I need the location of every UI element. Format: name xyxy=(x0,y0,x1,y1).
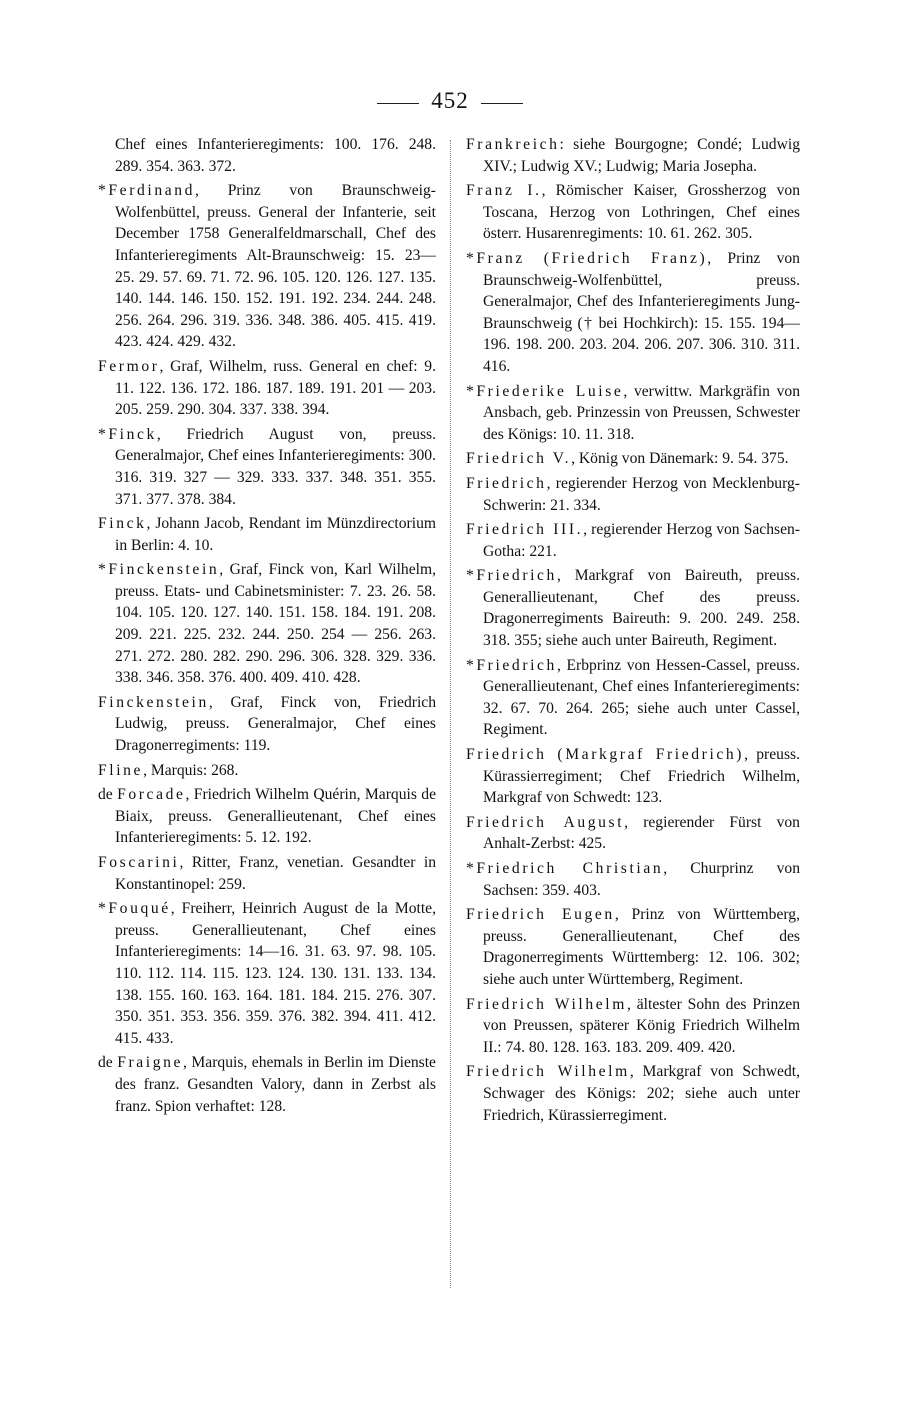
page-number: 452 xyxy=(431,88,469,113)
index-entry xyxy=(98,513,436,556)
entry-text: , preuss. Kürassierregiment; Chef Friedrich Wilhelm, Markgraf von Schwedt: 123. xyxy=(483,746,800,807)
entry-heading: *Finckenstein xyxy=(98,561,220,579)
entry-text: , Graf, Finck von, Karl Wilhelm, preuss. Etats- und Cabinetsminister: 7. 23. 26. 58. 104. 105. 120. 127. 140. 151. 158. 184. 191. 208. 209. 221. 225. 232. 244. 250. 254 — 256. 263. 271. 272. 280. 282. 290. 296. 306. 328. 329. 336. 338. 346. 358. 376. 400. 409. 410. 428. xyxy=(115,561,436,687)
entry-text: , Prinz von Braunschweig-Wolfenbüttel, preuss. General der Infanterie, seit December 1758 Generalfeldmarschall, Chef des Infanterieregiments Alt-Braunschweig: 15. 23—25. 29. 57. 69. 71. 72. 96. 105. 120. 126. 127. 135. 140. 144. 146. 150. 152. 191. 192. 234. 244. 248. 256. 264. 296. 319. 336. 348. 386. 405. 415. 419. 423. 424. 429. 432. xyxy=(115,182,436,351)
entry-heading: *Ferdinand xyxy=(98,182,196,200)
entry-heading: Forcade xyxy=(117,786,186,804)
entry-text: : siehe Bourgogne; Condé; Ludwig XIV.; Ludwig XV.; Ludwig; Maria Josepha. xyxy=(483,136,800,175)
entry-heading: Friedrich Wilhelm xyxy=(466,1063,630,1081)
entry-heading: Fermor xyxy=(98,357,160,375)
entry-heading: Friedrich Eugen xyxy=(466,906,615,924)
index-entry xyxy=(98,559,436,689)
entry-text: , Freiherr, Heinrich August de la Motte, preuss. Generallieutenant, Chef eines Infanterieregiments: 14—16. 31. 63. 97. 98. 105. 110. 112. 114. 115. 123. 124. 130. 131. 133. 134. 138. 155. 160. 163. 164. 181. 184. 215. 276. 307. 350. 351. 353. 356. 359. 376. 382. 394. 411. 412. 415. 433. xyxy=(115,900,436,1047)
entry-text: , Römischer Kaiser, Grossherzog von Toscana, Herzog von Lothringen, Chef eines österr. Husarenregiments: 10. 61. 262. 305. xyxy=(483,182,800,243)
entry-prefix: de xyxy=(98,786,118,804)
entry-heading: Foscarini xyxy=(98,854,180,871)
index-entry xyxy=(466,994,800,1059)
entry-heading: Frankreich xyxy=(466,136,560,153)
entry-heading: Friedrich (Markgraf Friedrich) xyxy=(466,746,745,764)
index-entry xyxy=(98,784,436,849)
entry-text: , regierender Fürst von Anhalt-Zerbst: 425. xyxy=(483,813,800,853)
index-entry xyxy=(98,852,436,895)
index-entry xyxy=(466,655,800,741)
entry-heading: Friedrich xyxy=(466,474,547,492)
index-entry xyxy=(466,381,800,446)
entry-text: , Erbprinz von Hessen-Cassel, preuss. Generallieutenant, Chef eines Infanterieregiments: 32. 67. 70. 264. 265; siehe auch unter Cassel, Regiment. xyxy=(483,656,800,739)
entry-heading: *Finck xyxy=(98,425,157,443)
index-entry xyxy=(466,744,800,809)
index-entry xyxy=(98,356,436,421)
index-entry xyxy=(466,248,800,378)
index-entry xyxy=(466,858,800,901)
entry-prefix: de xyxy=(98,1054,118,1072)
entry-text: , Markgraf von Baireuth, preuss. Generallieutenant, Chef des preuss. Dragonerregiments Baireuth: 9. 200. 249. 258. 318. 355; siehe auch unter Baireuth, Regiment. xyxy=(483,567,800,650)
entry-text: , Marquis, ehemals in Berlin im Dienste des franz. Gesandten Valory, dann in Zerbst als franz. Spion verhaftet: 128. xyxy=(115,1054,436,1115)
index-column-left xyxy=(98,134,436,1120)
entry-heading: *Fouqué xyxy=(98,900,171,918)
index-entry xyxy=(466,448,800,470)
entry-heading: Friedrich Wilhelm xyxy=(466,995,627,1013)
entry-text: , Johann Jacob, Rendant im Münzdirectorium in Berlin: 4. 10. xyxy=(115,515,436,554)
index-entry xyxy=(98,692,436,757)
index-entry xyxy=(466,473,800,516)
index-entry xyxy=(98,760,436,782)
entry-text: , regierender Herzog von Mecklenburg-Schwerin: 21. 334. xyxy=(483,474,800,514)
index-entry xyxy=(98,180,436,353)
index-entry xyxy=(466,134,800,177)
entry-text: , ältester Sohn des Prinzen von Preussen, späterer König Friedrich Wilhelm II.: 74. 80. 128. 163. 183. 209. 409. 420. xyxy=(483,995,800,1056)
entry-heading: Friedrich August xyxy=(466,813,625,831)
entry-heading: *Friederike Luise xyxy=(466,382,624,400)
entry-text: , Ritter, Franz, venetian. Gesandter in Konstantinopel: 259. xyxy=(115,854,436,893)
entry-heading: *Franz (Friedrich Franz) xyxy=(466,249,708,267)
entry-heading: Finck xyxy=(98,515,147,533)
entry-heading: *Friedrich xyxy=(466,656,557,674)
index-entry xyxy=(466,180,800,245)
page-header xyxy=(0,88,900,114)
index-entry xyxy=(466,565,800,651)
entry-heading: Friedrich V. xyxy=(466,450,572,468)
index-entry xyxy=(466,812,800,855)
entry-heading: *Friedrich xyxy=(466,567,557,585)
entry-text: , verwittw. Markgräfin von Ansbach, geb. Prinzessin von Preussen, Schwester des Königs: 10. 11. 318. xyxy=(483,382,800,443)
header-rule-left xyxy=(377,103,419,104)
index-entry xyxy=(98,424,436,510)
header-rule-right xyxy=(481,103,523,104)
index-entry xyxy=(466,1061,800,1126)
index-entry xyxy=(98,1052,436,1117)
entry-text: , Prinz von Braunschweig-Wolfenbüttel, preuss. Generalmajor, Chef des Infanterieregiments Jung-Braunschweig († bei Hochkirch): 15. 155. 194—196. 198. 200. 203. 204. 206. 207. 306. 310. 311. 416. xyxy=(483,249,800,375)
entry-text: , Friedrich Wilhelm Quérin, Marquis de Biaix, preuss. Generallieutenant, Chef eines Infanterieregiments: 5. 12. 192. xyxy=(115,786,436,847)
entry-text: , Marquis: 268. xyxy=(143,761,239,779)
entry-heading: Finckenstein xyxy=(98,693,209,711)
entry-text: , Markgraf von Schwedt, Schwager des Königs: 202; siehe auch unter Friedrich, Kürassierregiment. xyxy=(483,1063,801,1124)
entry-heading: Franz I. xyxy=(466,182,542,200)
entry-heading: *Friedrich Christian xyxy=(466,860,664,877)
entry-text: , König von Dänemark: 9. 54. 375. xyxy=(571,450,789,468)
entry-text: , Prinz von Württemberg, preuss. Generallieutenant, Chef des Dragonerregiments Württemberg: 12. 106. 302; siehe auch unter Württemberg, Regiment. xyxy=(483,906,800,988)
entry-heading: Fraigne xyxy=(117,1054,184,1072)
entry-heading: Fline xyxy=(98,761,144,779)
continuation-text: Chef eines Infanterieregiments: 100. 176. 248. 289. 354. 363. 372. xyxy=(115,136,436,175)
entry-text: , regierender Herzog von Sachsen-Gotha: 221. xyxy=(483,521,800,560)
column-divider xyxy=(450,140,451,1288)
index-entry xyxy=(466,904,800,990)
entry-text: , Graf, Finck von, Friedrich Ludwig, preuss. Generalmajor, Chef eines Dragonerregiments: 119. xyxy=(115,693,436,755)
entry-text: , Graf, Wilhelm, russ. General en chef: 9. 11. 122. 136. 172. 186. 187. 189. 191. 201 — 203. 205. 259. 290. 304. 337. 338. 394. xyxy=(115,357,436,419)
entry-text: , Friedrich August von, preuss. Generalmajor, Chef eines Infanterieregiments: 300. 316. 319. 327 — 329. 333. 337. 348. 351. 355. 371. 377. 378. 384. xyxy=(115,425,436,508)
index-entry xyxy=(98,898,436,1049)
entry-heading: Friedrich III. xyxy=(466,521,584,539)
index-column-right xyxy=(466,134,800,1129)
entry-text: , Churprinz von Sachsen: 359. 403. xyxy=(483,860,800,899)
index-entry xyxy=(466,519,800,562)
